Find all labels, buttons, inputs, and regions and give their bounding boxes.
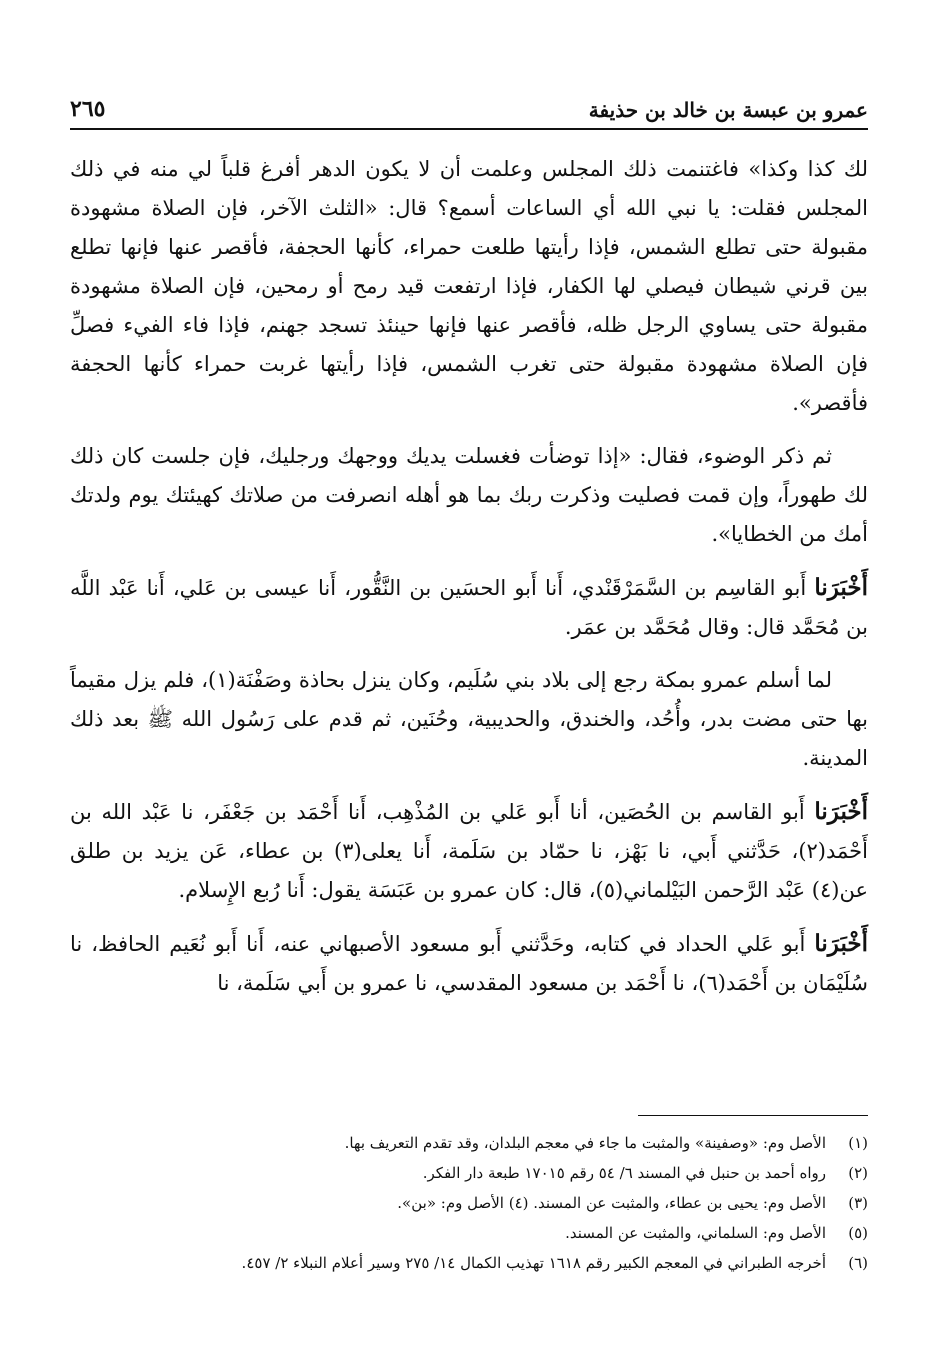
footnote: [120, 1218, 868, 1248]
footnote-number: (٢): [848, 1164, 868, 1182]
footnotes: [120, 1128, 868, 1278]
paragraph-text: ثم ذكر الوضوء، فقال: «إذا توضأت فغسلت يديك ووجهك ورجليك، فإن جلست كان ذلك لك طهوراً، وإن قمت فصليت وذكرت ربك بما هو أهله انصرفت من صلاتك كهيئتك يوم ولدتك أمك من الخطايا».: [70, 444, 868, 546]
paragraph-text: أَبو القاسم بن الحُصَين، أنا أَبو عَلي بن المُذْهِب، أَنا أَحْمَد بن جَعْفَر، نا عَبْد الله بن أَحْمَد(٢)، حَدَّثني أَبي، نا بَهْز، نا حمّاد بن سَلَمة، أَنا يعلى(٣) بن عطاء، عَن يزيد بن طلق عن(٤) عَبْد الرَّحمن البَيْلماني(٥)، قال: كان عمرو بن عَبَسَة يقول: أَنا رُبع الإِسلام.: [70, 800, 868, 902]
footnote-number: (٣): [848, 1194, 868, 1212]
footnote-text: الأصل وم: يحيى بن عطاء، والمثبت عن المسند. (٤) الأصل وم: «بن».: [397, 1194, 826, 1212]
paragraph: [70, 661, 868, 778]
footnote-text: الأصل وم: «وصفينة» والمثبت ما جاء في معجم البلدان، وقد تقدم التعريف بها.: [344, 1134, 826, 1152]
footnote-number: (٥): [848, 1224, 868, 1242]
paragraph-text: أَبو عَلي الحداد في كتابه، وحَدَّثني أَبو مسعود الأصبهاني عنه، أَنا أَبو نُعَيم الحافظ، نا سُلَيْمَان بن أَحْمَد(٦)، نا أَحْمَد بن مسعود المقدسي، نا عمرو بن أَبي سَلَمة، نا: [70, 932, 868, 995]
paragraph-text: أَبو القاسِم بن السَّمَرْقَنْدي، أَنا أَبو الحسَين بن النَّقُّور، أَنا عيسى بن عَلي، أَنا عَبْد اللَّه بن مُحَمَّد قال: وقال مُحَمَّد بن عمَر.: [70, 576, 868, 639]
footnote-number: (١): [848, 1134, 868, 1152]
footnote-text: أخرجه الطبراني في المعجم الكبير رقم ١٦١٨ تهذيب الكمال ١٤/ ٢٧٥ وسير أعلام النبلاء ٢/ ٤٥٧.: [241, 1254, 826, 1272]
main-text: [70, 150, 868, 1017]
paragraph: [70, 150, 868, 423]
footnote-number: (٦): [848, 1254, 868, 1272]
running-title: عمرو بن عبسة بن خالد بن حذيفة: [588, 98, 868, 122]
isnad-paragraph: [70, 568, 868, 647]
footnote: [120, 1188, 868, 1218]
isnad-paragraph: [70, 792, 868, 910]
footnote-text: رواه أحمد بن حنبل في المسند ٦/ ٥٤ رقم ١٧٠١٥ طبعة دار الفكر.: [422, 1164, 826, 1182]
footnote: [120, 1128, 868, 1158]
paragraph-text: لما أسلم عمرو بمكة رجع إلى بلاد بني سُلَيم، وكان ينزل بحاذة وصَفْنَة(١)، فلم يزل مقيماً بها حتى مضت بدر، وأُحُد، والخندق، والحديبية، وحُنَين، ثم قدم على رَسُول الله ﷺ بعد ذلك المدينة.: [70, 668, 868, 770]
footnote-text: الأصل وم: السلماني، والمثبت عن المسند.: [565, 1224, 826, 1242]
page-number: ٢٦٥: [70, 96, 106, 122]
paragraph-text: لك كذا وكذا» فاغتنمت ذلك المجلس وعلمت أن لا يكون الدهر أفرغ قلباً لي منه في ذلك المجلس فقلت: يا نبي الله أي الساعات أسمع؟ قال: «الثلث الآخر، فإن الصلاة مشهودة مقبولة حتى تطلع الشمس، فإذا رأيتها طلعت حمراء، كأنها الحجفة، فأقصر عنها فإنها تطلع بين قرني شيطان فيصلي لها الكفار، فإذا ارتفعت قيد رمح أو رمحين، فإن الصلاة مشهودة مقبولة حتى يساوي الرجل ظله، فأقصر عنها فإنها حينئذ تسجد جهنم، فإذا فاء الفيء فصلِّ فإن الصلاة مشهودة مقبولة حتى تغرب الشمس، فإذا رأيتها غربت حمراء كأنها الحجفة فأقصر».: [70, 157, 868, 415]
footnote: [120, 1158, 868, 1188]
page-header: [70, 88, 868, 130]
akhbarana-lead: أَخْبَرَنا: [814, 798, 868, 825]
footnote: [120, 1248, 868, 1278]
akhbarana-lead: أَخْبَرَنا: [814, 574, 868, 601]
footnote-divider: [638, 1115, 868, 1116]
isnad-paragraph: [70, 924, 868, 1003]
paragraph: [70, 437, 868, 554]
akhbarana-lead: أَخْبَرَنا: [814, 930, 868, 957]
